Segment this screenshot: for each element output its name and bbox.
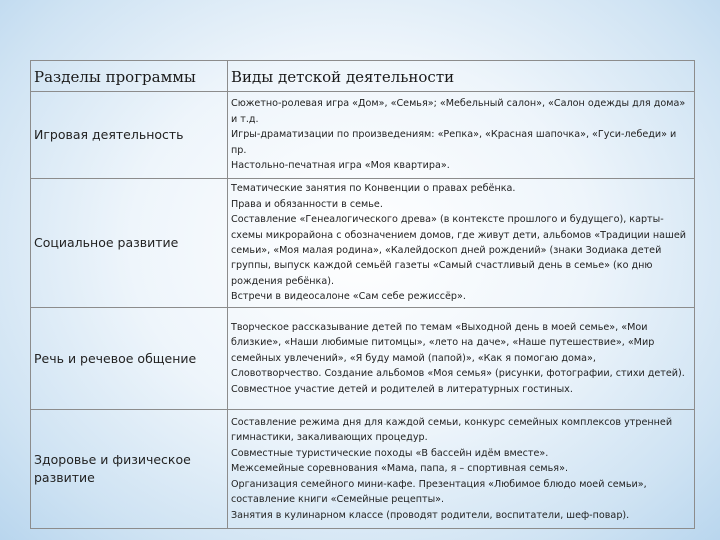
program-table [30, 60, 695, 529]
activity-line: Занятия в кулинарном классе (проводят родители, воспитатели, шеф-повар). [231, 509, 630, 521]
activity-line: Совместное участие детей и родителей в литературных гостиных. [231, 383, 573, 395]
activity-line: Игры-драматизации по произведениям: «Репка», «Красная шапочка», «Гуси-лебеди» и пр. [231, 129, 677, 156]
section-name: Здоровье и физическое развитие [31, 410, 228, 529]
activity-line: Права и обязанности в семье. [231, 198, 383, 210]
table-row [31, 179, 695, 308]
activities-cell [228, 92, 695, 179]
section-name: Социальное развитие [31, 179, 228, 308]
header-activities: Виды детской деятельности [228, 61, 695, 92]
activity-line: Встречи в видеосалоне «Сам себе режиссёр». [231, 291, 466, 303]
activities-cell [228, 410, 695, 529]
activities-cell [228, 308, 695, 410]
activity-line: Настольно-печатная игра «Моя квартира». [231, 160, 450, 172]
section-name: Игровая деятельность [31, 92, 228, 179]
activity-line: Творческое рассказывание детей по темам «Выходной день в моей семье», «Мои близкие», «Наши любимые питомцы», «лето на даче», «Наше путешествие», «Мир семейных увлечений», «Я буду мамой (папой)», «Как я помогаю дома», [231, 321, 655, 364]
activity-line: Межсемейные соревнования «Мама, папа, я – спортивная семья». [231, 463, 568, 475]
activities-cell [228, 179, 695, 308]
activity-line: Составление «Генеалогического древа» (в контексте прошлого и будущего), карты-схемы микрорайона с обозначением домов, где живут дети, альбомов «Традиции нашей семьи», «Моя малая родина», «Калейдоскоп дней рождений» (знаки Зодиака детей группы, выпуск каждой семьёй газеты «Самый счастливый день в семье» (ко дню рождения ребёнка). [231, 214, 686, 287]
activity-line: Совместные туристические походы «В бассейн идём вместе». [231, 447, 549, 459]
section-name: Речь и речевое общение [31, 308, 228, 410]
table-row [31, 308, 695, 410]
activity-line: Тематические занятия по Конвенции о правах ребёнка. [231, 183, 516, 195]
table-row [31, 92, 695, 179]
table-row [31, 410, 695, 529]
activity-line: Организация семейного мини-кафе. Презентация «Любимое блюдо моей семьи», составление книги «Семейные рецепты». [231, 478, 647, 506]
activity-line: Сюжетно-ролевая игра «Дом», «Семья»; «Мебельный салон», «Салон одежды для дома» и т.д. [231, 98, 686, 125]
activity-line: Составление режима дня для каждой семьи, конкурс семейных комплексов утренней гимнастики, закаливающих процедур. [231, 417, 673, 444]
table-header-row [31, 61, 695, 92]
header-sections: Разделы программы [31, 61, 228, 92]
activity-line: Словотворчество. Создание альбомов «Моя семья» (рисунки, фотографии, стихи детей). [231, 368, 685, 380]
